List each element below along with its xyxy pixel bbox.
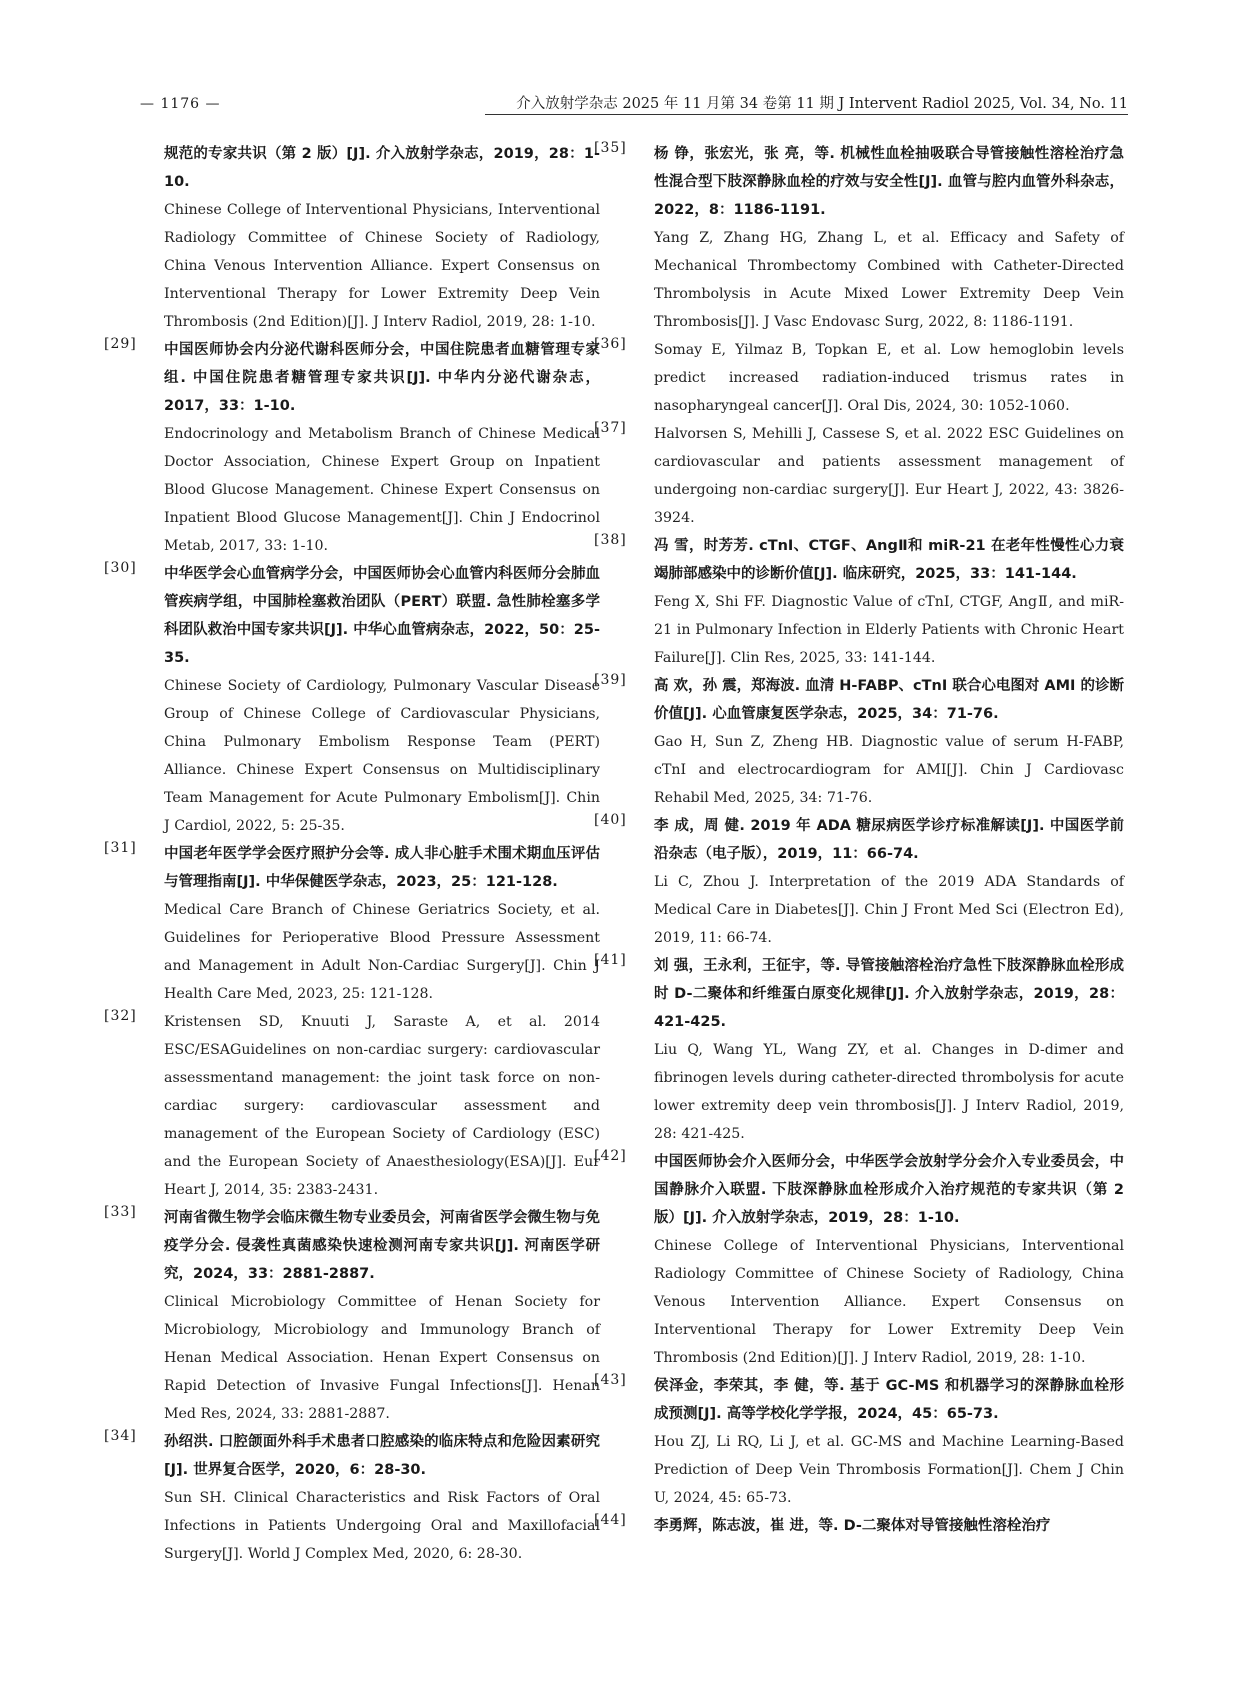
reference-en: Sun SH. Clinical Characteristics and Risk Factors of Oral Infections in Patients Undergoing Oral and Maxillofacial Surgery[J]. World J Complex Med, 2020, 6: 28-30. [164,1490,600,1562]
reference-en: Hou ZJ, Li RQ, Li J, et al. GC-MS and Machine Learning-Based Prediction of Deep Vein Thrombosis Formation[J]. Chem J Chin U, 2024, 45: 65-73. [654,1434,1124,1506]
reference-entry [594,140,1124,336]
reference-entry [104,1008,600,1204]
reference-number: [42] [594,1148,627,1164]
reference-number: [41] [594,952,627,968]
reference-entry [594,952,1124,1148]
reference-zh: 冯 雪，时芳芳. cTnI、CTGF、AngⅡ和 miR-21 在老年性慢性心力衰竭肺部感染中的诊断价值[J]. 临床研究，2025，33：141-144. [654,538,1124,582]
reference-number: [44] [594,1512,627,1528]
reference-zh: 侯泽金，李荣其，李 健，等. 基于 GC-MS 和机器学习的深静脉血栓形成预测[J]. 高等学校化学学报，2024，45：65-73. [654,1378,1124,1422]
reference-en: Liu Q, Wang YL, Wang ZY, et al. Changes in D-dimer and fibrinogen levels during catheter-directed thrombolysis for acute lower extremity deep vein thrombosis[J]. J Interv Radiol, 2019, 28: 421-425. [654,1042,1124,1142]
reference-en: Endocrinology and Metabolism Branch of Chinese Medical Doctor Association, Chinese Expert Group on Inpatient Blood Glucose Management. Chinese Expert Consensus on Inpatient Blood Glucose Management[J]. Chin J Endocrinol Metab, 2017, 33: 1-10. [164,426,600,554]
reference-entry [104,840,600,1008]
reference-en: Somay E, Yilmaz B, Topkan E, et al. Low hemoglobin levels predict increased radiation-induced trismus rates in nasopharyngeal cancer[J]. Oral Dis, 2024, 30: 1052-1060. [654,342,1124,414]
page-number: — 1176 — [140,96,221,112]
reference-entry [104,1428,600,1568]
reference-number: [40] [594,812,627,828]
reference-zh: 刘 强，王永利，王征宇，等. 导管接触溶栓治疗急性下肢深静脉血栓形成时 D-二聚体和纤维蛋白原变化规律[J]. 介入放射学杂志，2019，28：421-425. [654,958,1124,1030]
reference-entry [594,1512,1124,1540]
reference-entry [594,336,1124,420]
reference-entry [594,420,1124,532]
reference-zh: 河南省微生物学会临床微生物专业委员会，河南省医学会微生物与免疫学分会. 侵袭性真菌感染快速检测河南专家共识[J]. 河南医学研究，2024，33：2881-2887. [164,1210,600,1282]
reference-zh: 中华医学会心血管病学分会，中国医师协会心血管内科医师分会肺血管疾病学组，中国肺栓塞救治团队（PERT）联盟. 急性肺栓塞多学科团队救治中国专家共识[J]. 中华心血管病杂志，2022，50：25-35. [164,566,600,666]
reference-number: [39] [594,672,627,688]
reference-entry [104,336,600,560]
reference-en: Kristensen SD, Knuuti J, Saraste A, et al. 2014 ESC/ESAGuidelines on non-cardiac surgery: cardiovascular assessmentand management: the joint task force on non-cardiac surgery: cardiovascular assessment and management of the European Society of Cardiology (ESC) and the European Society of Anaesthesiology(ESA)[J]. Eur Heart J, 2014, 35: 2383-2431. [164,1014,600,1198]
reference-number: [37] [594,420,627,436]
reference-en: Clinical Microbiology Committee of Henan Society for Microbiology, Microbiology and Immunology Branch of Henan Medical Association. Henan Expert Consensus on Rapid Detection of Invasive Fungal Infections[J]. Henan Med Res, 2024, 33: 2881-2887. [164,1294,600,1422]
reference-zh: 中国医师协会内分泌代谢科医师分会，中国住院患者血糖管理专家组. 中国住院患者糖管理专家共识[J]. 中华内分泌代谢杂志，2017，33：1-10. [164,342,600,414]
reference-en: Yang Z, Zhang HG, Zhang L, et al. Efficacy and Safety of Mechanical Thrombectomy Combined with Catheter-Directed Thrombolysis in Acute Mixed Lower Extremity Deep Vein Thrombosis[J]. J Vasc Endovasc Surg, 2022, 8: 1186-1191. [654,230,1124,330]
reference-zh: 规范的专家共识（第 2 版）[J]. 介入放射学杂志，2019，28：1-10. [164,146,600,190]
reference-zh: 高 欢，孙 震，郑海波. 血清 H-FABP、cTnI 联合心电图对 AMI 的诊断价值[J]. 心血管康复医学杂志，2025，34：71-76. [654,678,1124,722]
reference-number: [35] [594,140,627,156]
reference-entry [594,812,1124,952]
reference-number: [34] [104,1428,137,1444]
reference-number: [38] [594,532,627,548]
reference-number: [33] [104,1204,137,1220]
reference-en: Chinese Society of Cardiology, Pulmonary Vascular Disease Group of Chinese College of Cardiovascular Physicians, China Pulmonary Embolism Response Team (PERT) Alliance. Chinese Expert Consensus on Multidisciplinary Team Management for Acute Pulmonary Embolism[J]. Chin J Cardiol, 2022, 5: 25-35. [164,678,600,834]
reference-zh: 李勇辉，陈志波，崔 进，等. D-二聚体对导管接触性溶栓治疗 [654,1518,1051,1534]
reference-entry [594,532,1124,672]
reference-en: Chinese College of Interventional Physicians, Interventional Radiology Committee of Chinese Society of Radiology, China Venous Intervention Alliance. Expert Consensus on Interventional Therapy for Lower Extremity Deep Vein Thrombosis (2nd Edition)[J]. J Interv Radiol, 2019, 28: 1-10. [654,1238,1124,1366]
reference-zh: 杨 铮，张宏光，张 亮，等. 机械性血栓抽吸联合导管接触性溶栓治疗急性混合型下肢深静脉血栓的疗效与安全性[J]. 血管与腔内血管外科杂志，2022，8：1186-1191. [654,146,1124,218]
reference-zh: 中国医师协会介入医师分会，中华医学会放射学分会介入专业委员会，中国静脉介入联盟. 下肢深静脉血栓形成介入治疗规范的专家共识（第 2 版）[J]. 介入放射学杂志，2019，28：1-10. [654,1154,1124,1226]
reference-zh: 李 成，周 健. 2019 年 ADA 糖尿病医学诊疗标准解读[J]. 中国医学前沿杂志（电子版），2019，11：66-74. [654,818,1124,862]
reference-entry [594,1148,1124,1372]
right-column [594,140,1124,1540]
reference-zh: 中国老年医学学会医疗照护分会等. 成人非心脏手术围术期血压评估与管理指南[J]. 中华保健医学杂志，2023，25：121-128. [164,846,600,890]
header-rule [485,114,1128,115]
left-column [104,140,600,1568]
reference-entry [594,672,1124,812]
reference-entry [104,1204,600,1428]
reference-en: Li C, Zhou J. Interpretation of the 2019 ADA Standards of Medical Care in Diabetes[J]. Chin J Front Med Sci (Electron Ed), 2019, 11: 66-74. [654,874,1124,946]
reference-number: [43] [594,1372,627,1388]
reference-en: Halvorsen S, Mehilli J, Cassese S, et al. 2022 ESC Guidelines on cardiovascular and patients assessment management of undergoing non-cardiac surgery[J]. Eur Heart J, 2022, 43: 3826-3924. [654,426,1124,526]
reference-number: [36] [594,336,627,352]
reference-entry [594,1372,1124,1512]
reference-entry [104,560,600,840]
reference-en: Medical Care Branch of Chinese Geriatrics Society, et al. Guidelines for Perioperative Blood Pressure Assessment and Management in Adult Non-Cardiac Surgery[J]. Chin J Health Care Med, 2023, 25: 121-128. [164,902,600,1002]
reference-number: [32] [104,1008,137,1024]
reference-continued [150,140,600,336]
reference-en: Feng X, Shi FF. Diagnostic Value of cTnI, CTGF, AngⅡ, and miR-21 in Pulmonary Infection in Elderly Patients with Chronic Heart Failure[J]. Clin Res, 2025, 33: 141-144. [654,594,1124,666]
reference-en: Chinese College of Interventional Physicians, Interventional Radiology Committee of Chinese Society of Radiology, China Venous Intervention Alliance. Expert Consensus on Interventional Therapy for Lower Extremity Deep Vein Thrombosis (2nd Edition)[J]. J Interv Radiol, 2019, 28: 1-10. [164,202,600,330]
reference-en: Gao H, Sun Z, Zheng HB. Diagnostic value of serum H-FABP, cTnI and electrocardiogram for AMI[J]. Chin J Cardiovasc Rehabil Med, 2025, 34: 71-76. [654,734,1124,806]
reference-number: [29] [104,336,137,352]
reference-zh: 孙绍洪. 口腔颌面外科手术患者口腔感染的临床特点和危险因素研究[J]. 世界复合医学，2020，6：28-30. [164,1434,600,1478]
reference-number: [30] [104,560,137,576]
reference-number: [31] [104,840,137,856]
running-head: 介入放射学杂志 2025 年 11 月第 34 卷第 11 期 J Intervent Radiol 2025, Vol. 34, No. 11 [516,96,1128,112]
